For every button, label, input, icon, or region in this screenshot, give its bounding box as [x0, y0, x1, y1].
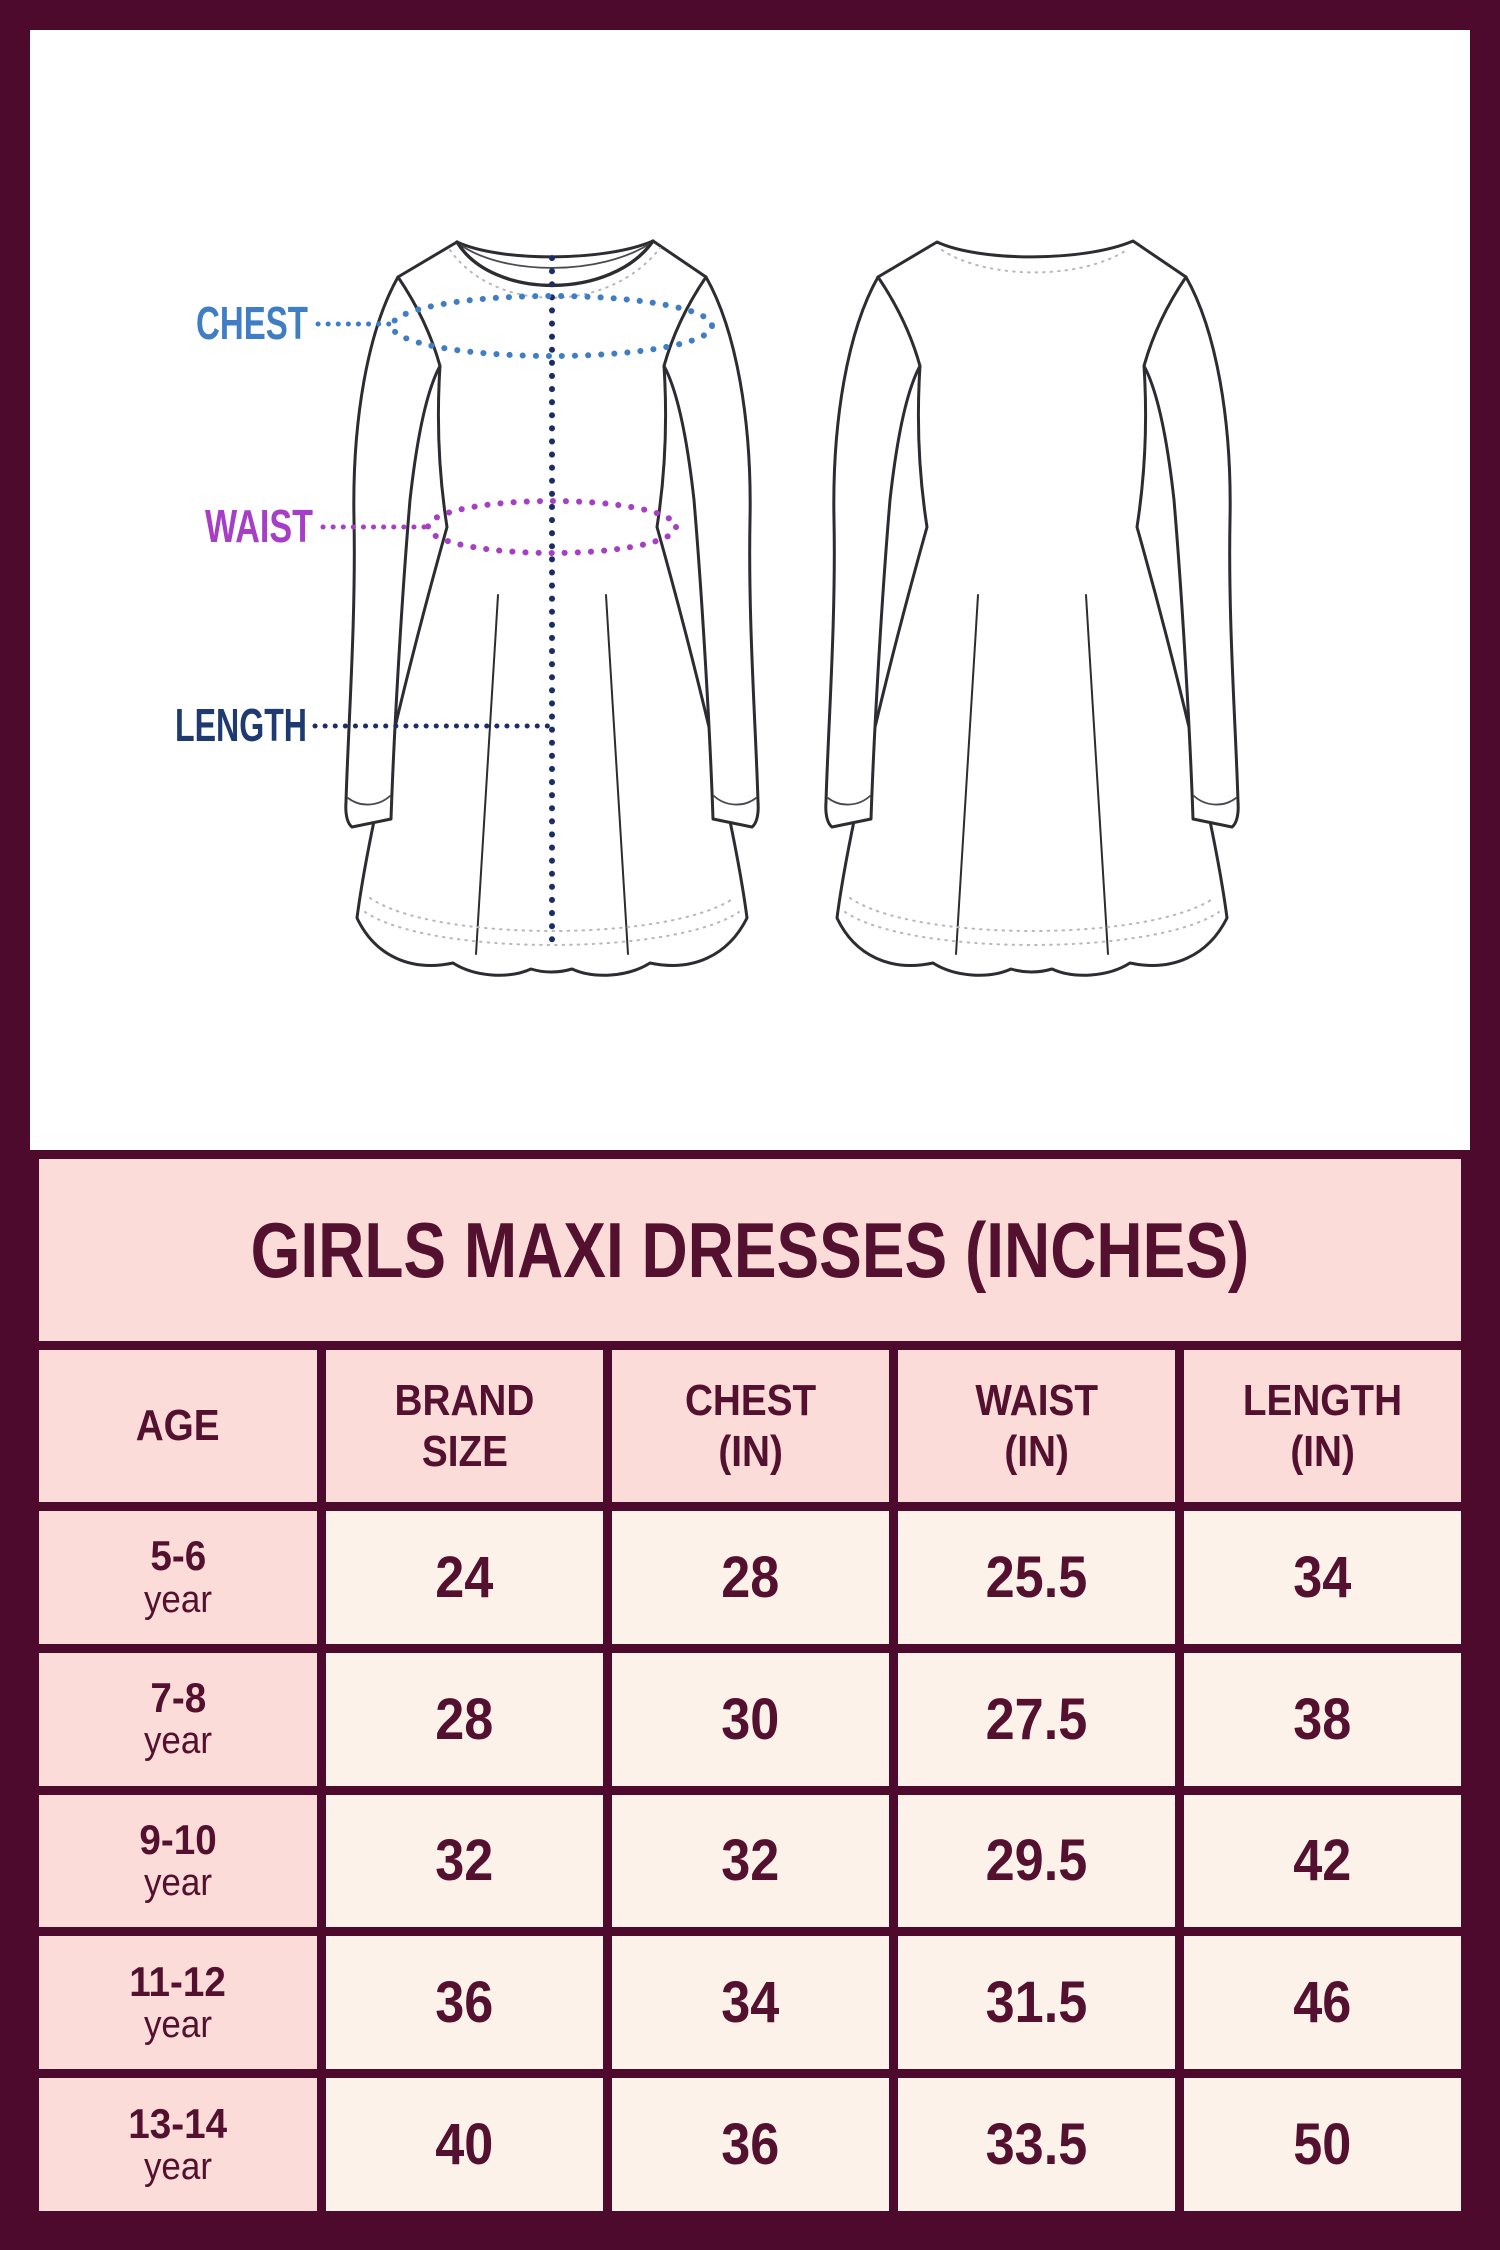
brand-size-cell: 36 [326, 1936, 603, 2069]
chest-cell: 30 [612, 1653, 889, 1786]
header-length: LENGTH (IN) [1184, 1350, 1461, 1502]
header-age: AGE [39, 1350, 317, 1502]
table-row [39, 1936, 1461, 2069]
header-waist: WAIST (IN) [898, 1350, 1175, 1502]
age-cell: 9-10 year [39, 1795, 317, 1928]
age-cell: 5-6 year [39, 1511, 317, 1644]
length-cell: 42 [1184, 1795, 1461, 1928]
length-cell: 46 [1184, 1936, 1461, 2069]
chest-cell: 34 [612, 1936, 889, 2069]
dress-measurement-diagram [30, 30, 1470, 1150]
header-brand-size: BRAND SIZE [326, 1350, 603, 1502]
length-cell: 50 [1184, 2078, 1461, 2211]
chest-cell: 28 [612, 1511, 889, 1644]
brand-size-cell: 40 [326, 2078, 603, 2211]
table-row [39, 1795, 1461, 1928]
length-label: LENGTH [175, 699, 307, 751]
header-chest: CHEST (IN) [612, 1350, 889, 1502]
chest-cell: 32 [612, 1795, 889, 1928]
age-cell: 13-14 year [39, 2078, 317, 2211]
table-row [39, 1511, 1461, 1644]
size-table [30, 1150, 1470, 2220]
waist-cell: 33.5 [898, 2078, 1175, 2211]
table-row [39, 1653, 1461, 1786]
dress-back-view [826, 241, 1238, 975]
waist-cell: 31.5 [898, 1936, 1175, 2069]
length-cell: 34 [1184, 1511, 1461, 1644]
waist-cell: 27.5 [898, 1653, 1175, 1786]
age-cell: 11-12 year [39, 1936, 317, 2069]
table-header-row [39, 1350, 1461, 1502]
waist-cell: 29.5 [898, 1795, 1175, 1928]
length-cell: 38 [1184, 1653, 1461, 1786]
dress-diagram-panel [30, 30, 1470, 1150]
chest-label: CHEST [196, 297, 308, 349]
table-title: GIRLS MAXI DRESSES (INCHES) [250, 1205, 1250, 1294]
age-cell: 7-8 year [39, 1653, 317, 1786]
chest-cell: 36 [612, 2078, 889, 2211]
table-title-band [39, 1159, 1461, 1341]
brand-size-cell: 32 [326, 1795, 603, 1928]
waist-label: WAIST [205, 500, 313, 552]
brand-size-cell: 28 [326, 1653, 603, 1786]
table-row [39, 2078, 1461, 2211]
brand-size-cell: 24 [326, 1511, 603, 1644]
waist-cell: 25.5 [898, 1511, 1175, 1644]
